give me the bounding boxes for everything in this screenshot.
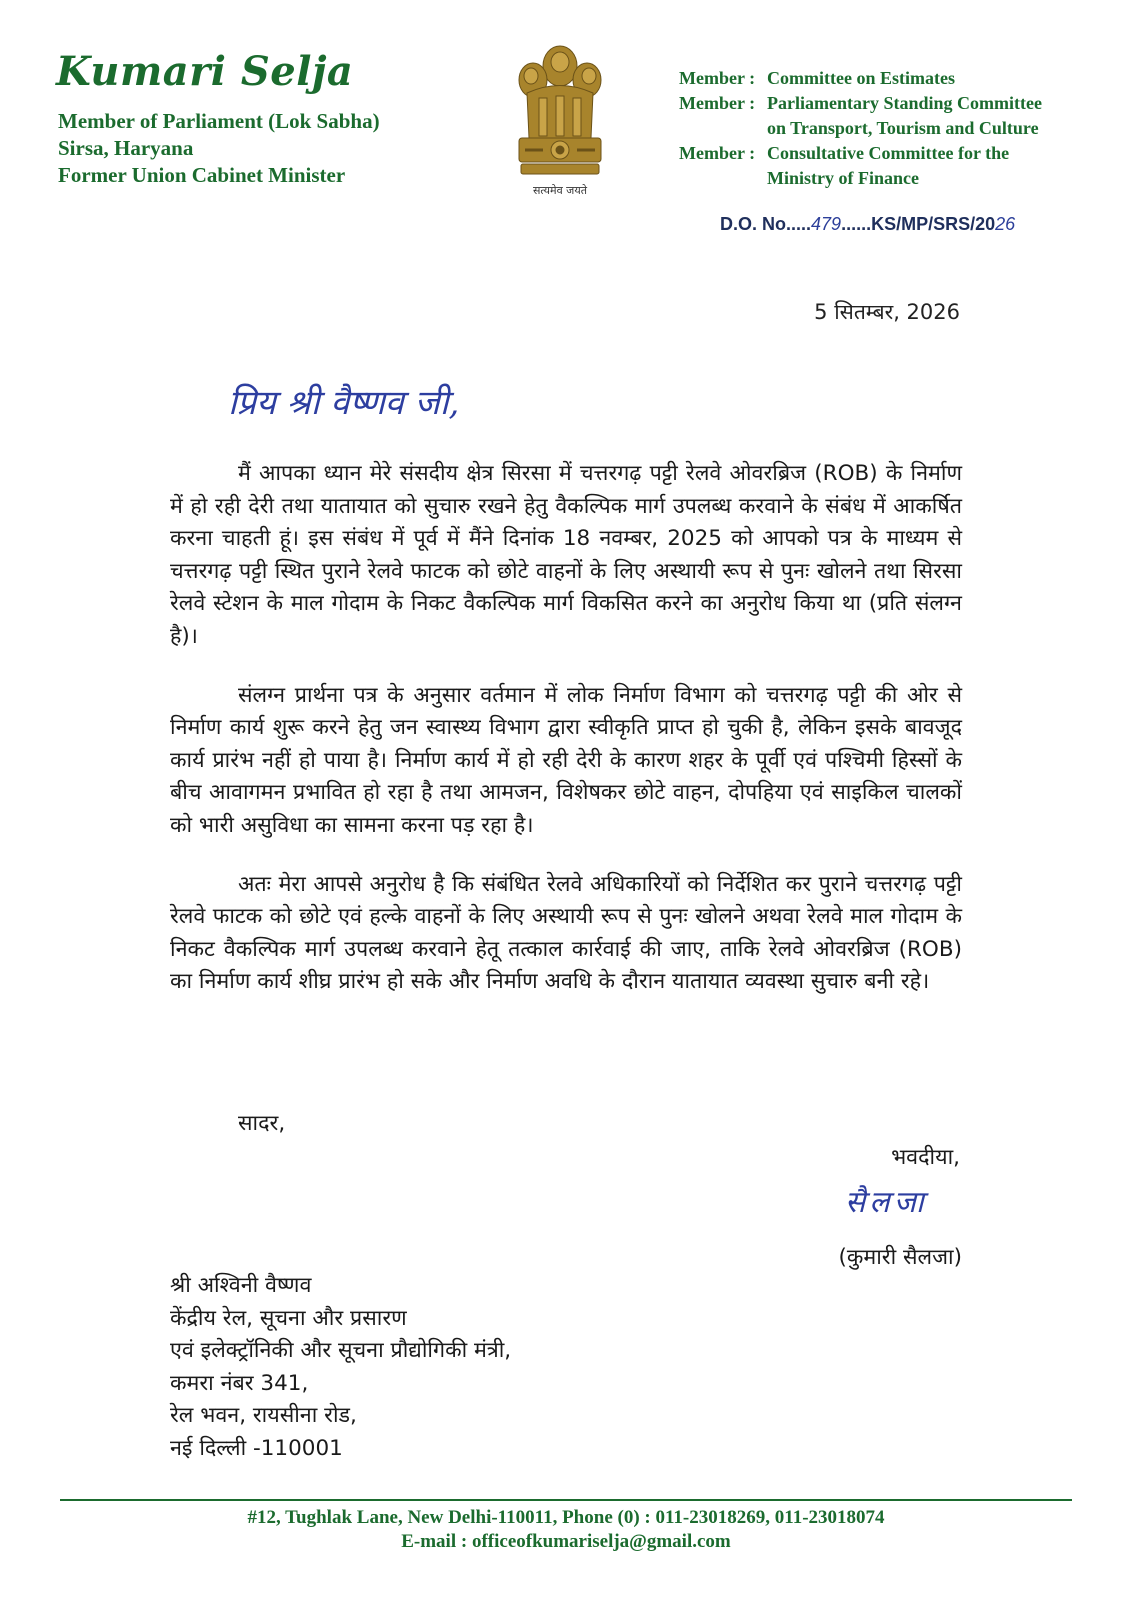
membership-transport-line2: on Transport, Tourism and Culture xyxy=(767,118,1039,138)
signature-handwritten: सैलजा xyxy=(845,1185,928,1220)
membership-row xyxy=(679,91,1042,116)
addressee-name: श्री अश्विनी वैष्णव xyxy=(170,1273,312,1298)
paragraph-3: अतः मेरा आपसे अनुरोध है कि संबंधित रेलवे अधिकारियों को निर्देशित कर पुराने चत्तरगढ़ पट्टी रेलवे फाटक को छोटे एवं हल्के वाहनों के लिए अस्थायी रूप से पुनः खोलने अथवा रेलवे माल गोदाम के निकट वैकल्पिक मार्ग उपलब्ध करवाने हेतू तत्काल कार्रवाई की जाए, ताकि रेलवे ओवरब्रिज (ROB) का निर्माण कार्य शीघ्र प्रारंभ हो सके और निर्माण अवधि के दौरान यातायात व्यवस्था सुचारु बनी रहे। xyxy=(170,871,962,995)
letterhead-details xyxy=(58,108,380,189)
do-number-handwritten: 479 xyxy=(811,214,842,234)
letterhead-line-former-role: Former Union Cabinet Minister xyxy=(58,163,346,187)
membership-finance-line2: Ministry of Finance xyxy=(767,168,919,188)
letter-date: 5 सितम्बर, 2026 xyxy=(814,300,960,324)
closing: सादर, xyxy=(238,1111,286,1136)
letterhead-line-designation: Member of Parliament (Lok Sabha) xyxy=(58,109,380,133)
do-year-handwritten: 26 xyxy=(995,214,1016,234)
paragraph-1: मैं आपका ध्यान मेरे संसदीय क्षेत्र सिरसा में चत्तरगढ़ पट्टी रेलवे ओवरब्रिज (ROB) के निर्माण में हो रही देरी तथा यातायात को सुचारु रखने हेतु वैकल्पिक मार्ग उपलब्ध करवाने के संबंध में आकर्षित करना चाहती हूं। इस संबंध में पूर्व में मैंने दिनांक 18 नवम्बर, 2025 को आपको पत्र के माध्यम से चत्तरगढ़ पट्टी स्थित पुराने रेलवे फाटक को छोटे वाहनों के लिए अस्थायी रूप से पुनः खोलने तथा सिरसा रेलवे स्टेशन के माल गोदाम के निकट वैकल्पिक मार्ग विकसित करने का अनुरोध किया था (प्रति संलग्न है)। xyxy=(170,461,962,649)
addressee-line: केंद्रीय रेल, सूचना और प्रसारण xyxy=(170,1305,407,1331)
membership-label: Member : xyxy=(679,93,756,113)
membership-estimates: Committee on Estimates xyxy=(767,68,955,88)
do-prefix: D.O. No..... xyxy=(720,214,812,234)
salutation-handwritten: प्रिय श्री वैष्णव जी, xyxy=(228,383,460,423)
national-emblem-icon xyxy=(505,38,615,203)
do-number-line xyxy=(720,214,1015,235)
letter-body xyxy=(170,458,962,1025)
footer-divider xyxy=(60,1499,1072,1501)
membership-finance-line1: Consultative Committee for the xyxy=(767,143,1010,163)
membership-label: Member : xyxy=(679,143,756,163)
footer-address: #12, Tughlak Lane, New Delhi-110011, Phone (0) : 011-23018269, 011-23018074 xyxy=(247,1507,885,1528)
addressee-line: एवं इलेक्ट्रॉनिकी और सूचना प्रौद्योगिकी मंत्री, xyxy=(170,1338,512,1364)
addressee-line: कमरा नंबर 341, xyxy=(170,1370,309,1396)
footer-email: E-mail : officeofkumariselja@gmail.com xyxy=(401,1531,731,1552)
membership-transport-line1: Parliamentary Standing Committee xyxy=(767,93,1042,113)
addressee-line: नई दिल्ली -110001 xyxy=(170,1435,343,1461)
emblem-motto: सत्यमेव जयते xyxy=(532,184,587,197)
committee-memberships xyxy=(679,66,1042,191)
membership-row xyxy=(679,66,1042,91)
membership-row xyxy=(679,141,1042,166)
valediction: भवदीया, xyxy=(891,1145,960,1170)
paragraph-2: संलग्न प्रार्थना पत्र के अनुसार वर्तमान में लोक निर्माण विभाग को चत्तरगढ़ पट्टी की ओर से निर्माण कार्य शुरू करने हेतु जन स्वास्थ्य विभाग द्वारा स्वीकृति प्राप्त हो चुकी है, लेकिन इसके बावजूद कार्य प्रारंभ नहीं हो पाया है। निर्माण कार्य में हो रही देरी के कारण शहर के पूर्वी एवं पश्चिमी हिस्सों के बीच आवागमन प्रभावित हो रहा है तथा आमजन, विशेषकर छोटे वाहन, दोपहिया एवं साइकिल चालकों को भारी असुविधा का सामना करना पड़ रहा है। xyxy=(170,682,962,838)
do-suffix: ......KS/MP/SRS/20 xyxy=(841,214,996,234)
addressee-block xyxy=(170,1270,511,1466)
addressee-line: रेल भवन, रायसीना रोड, xyxy=(170,1403,357,1429)
letterhead-name: Kumari Selja xyxy=(56,48,354,95)
letterhead-line-constituency: Sirsa, Haryana xyxy=(58,136,194,160)
footer xyxy=(60,1506,1072,1554)
signer-name: (कुमारी सैलजा) xyxy=(838,1245,962,1270)
membership-label: Member : xyxy=(679,68,756,88)
